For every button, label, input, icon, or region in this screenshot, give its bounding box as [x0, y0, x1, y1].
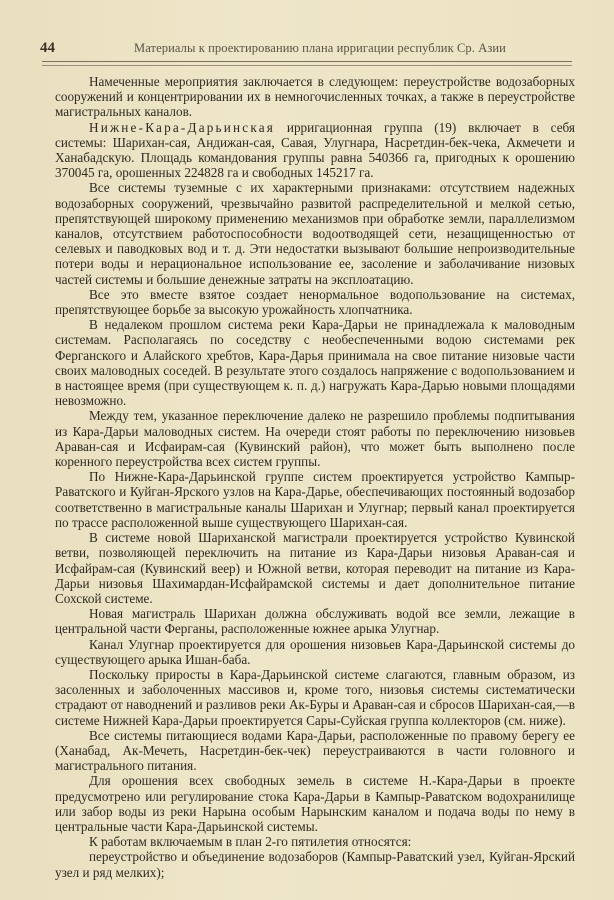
paragraph: переустройство и объединение водозаборов (Кампыр-Раватский узел, Куйган-Ярский узел и ряд мелких); — [55, 849, 575, 880]
page-header — [40, 40, 573, 60]
paragraph: Новая магистраль Шарихан должна обслуживать водой все земли, лежащие в центральной части Ферганы, расположенные южнее арыка Улугнар. — [55, 606, 575, 637]
paragraph: В недалеком прошлом система реки Кара-Дарьи не принадлежала к маловодным системам. Располагаясь по соседству с необеспеченными водою системами рек Ферганского и Алайского хребтов, Кара-Дарья принимала на свое питание низовые части своих маловодных соседей. В результате этого создалось напряжение с водопользованием и в настоящее время (при существующем к. п. д.) нагружать Кара-Дарью новыми площадями невозможно. — [55, 317, 575, 409]
header-rule — [42, 61, 572, 66]
paragraph: Все это вместе взятое создает ненормальное водопользование на системах, препятствующее борьбе за высокую урожайность хлопчатника. — [55, 286, 575, 318]
paragraph: Поскольку приросты в Кара-Дарьинской системе слагаются, главным образом, из засоленных и заболоченных массивов и, кроме того, низовья системы систематически страдают от наводнений и разливов реки Ак-Буры и Араван-сая и сбросов Шарихан-сая,—в системе Нижней Кара-Дарьи проектируется Сары-Суйская группа коллекторов (см. ниже). — [55, 666, 575, 728]
paragraph: В системе новой Шариханской магистрали проектируется устройство Кувинской ветви, позволяющей переключить на питание из Кара-Дарьи низовья Араван-сая и Исфайрам-сая (Кувинский веер) и Южной ветви, которая переводит на питание из Кара-Дарьи низовья Шахимардан-Исфайрамской системы и дает дополнительное питание Сохской системе. — [55, 530, 575, 606]
paragraph: Все системы туземные с их характерными признаками: отсутствием надежных водозаборных сооружений, чрезвычайно развитой распределительной и мелкой сетью, препятствующей широкому применению механизмов при обработке земли, параллелизмом каналов, отсутствием работоспособности водоотводящей сети, незащищенностью от селевых и паводковых вод и т. д. Эти недостатки вызывают большие непроизводительные потери воды и нерациональное использование ее, засоление и заболачивание низовых частей системы и большие денежные затраты на эксплоатацию. — [55, 180, 575, 287]
paragraph: Все системы питающиеся водами Кара-Дарьи, расположенные по правому берегу ее (Ханабад, Ак-Мечеть, Насретдин-бек-чек) переустраиваются в части головного и магистрального питания. — [55, 727, 575, 774]
spaced-lead: Нижне-Кара-Дарьинская — [89, 119, 276, 135]
paragraph: Для орошения всех свободных земель в системе Н.-Кара-Дарьи в проекте предусмотрено или регулирование стока Кара-Дарьи в Кампыр-Раватском водохранилище или забор воды из реки Нарына особым Нарынским каналом и подача воды по нему в центральные части Кара-Дарьинской системы. — [55, 773, 575, 834]
paragraph: К работам включаемым в план 2-го пятилетия относятся: — [89, 834, 412, 850]
paragraph: Канал Улугнар проектируется для орошения низовьев Кара-Дарьинской системы до существующего арыка Ишан-баба. — [55, 636, 575, 667]
paragraph: Намеченные мероприятия заключается в следующем: переустройстве водозаборных сооружений и концентрировании их в немногочисленных точках, а также в переустройстве магистральных каналов. — [55, 74, 575, 120]
paragraph: По Нижне-Кара-Дарьинской группе систем проектируется устройство Кампыр-Раватского и Куйган-Ярского узлов на Кара-Дарье, обеспечивающих постоянный водозабор соответственно в магистральные каналы Шарихан и Улугнар; первый канал проектируется по трассе расположенной выше существующего Шарихан-сая. — [55, 469, 575, 530]
paragraph: Между тем, указанное переключение далеко не разрешило проблемы подпитывания из Кара-Дарьи маловодных систем. На очереди стоят работы по переключению низовьев Араван-сая и Исфаирам-сая (Кувинский район), что может быть выполнено после коренного переустройства всех систем группы. — [55, 408, 575, 470]
paragraph: Нижне-Кара-Дарьинская ирригационная группа (19) включает в себя системы: Шарихан-сая, Андижан-сая, Савая, Улугнара, Насретдин-бек-чека, Акмечети и Ханабадскую. Площадь командования группы равна 540366 га, пригодных к орошению 370045 га, орошенных 224828 га и свободных 145217 га. — [55, 119, 575, 181]
body-text — [55, 74, 575, 880]
running-head: Материалы к проектированию плана ирригации республик Ср. Азии — [134, 41, 506, 55]
page-number: 44 — [40, 40, 55, 56]
